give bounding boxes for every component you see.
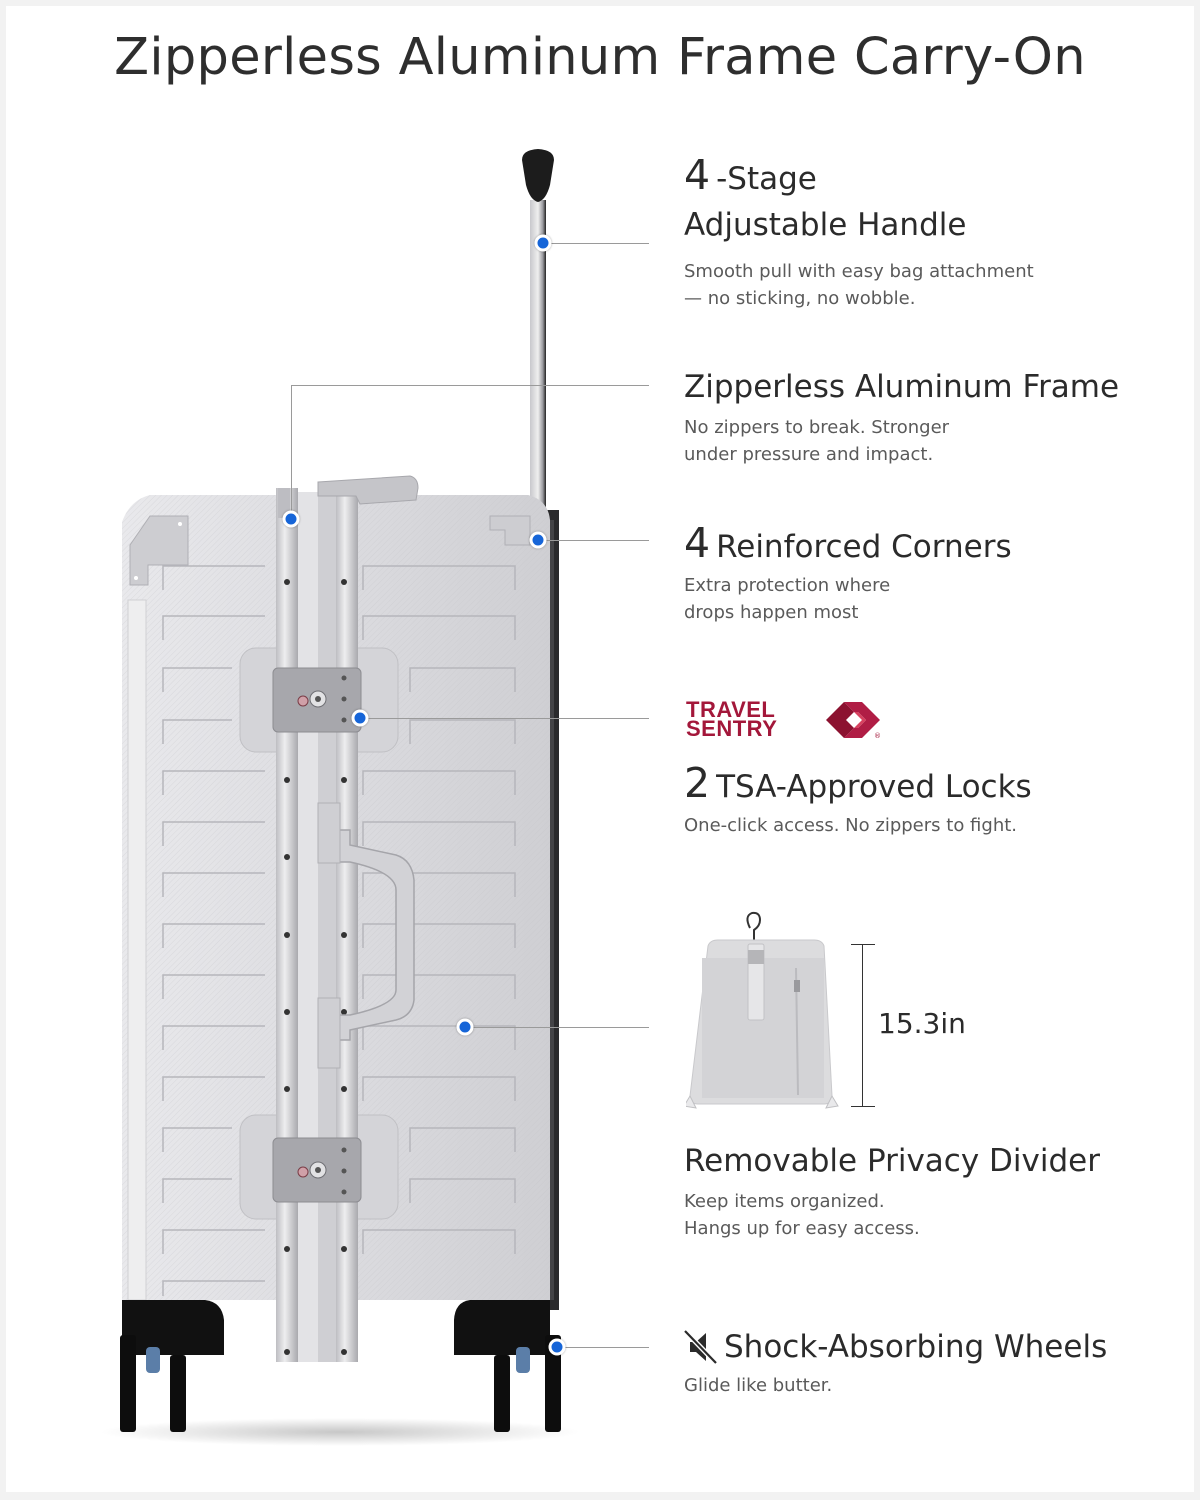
mute-speaker-icon bbox=[684, 1329, 718, 1365]
callout-line-divider bbox=[465, 1027, 649, 1028]
feature-heading-line2: Adjustable Handle bbox=[684, 207, 967, 243]
feature-frame bbox=[684, 364, 1119, 468]
callout-dot-wheels[interactable] bbox=[549, 1339, 566, 1356]
travel-sentry-wordmark: TRAVEL SENTRY bbox=[686, 697, 778, 741]
privacy-divider-image bbox=[686, 910, 876, 1115]
feature-number: 4 bbox=[684, 519, 711, 567]
feature-heading: 4 Reinforced Corners bbox=[684, 519, 1012, 567]
feature-description: Extra protection where drops happen most bbox=[684, 575, 891, 623]
feature-wheels bbox=[684, 1324, 1107, 1399]
feature-number: 4 bbox=[684, 151, 711, 199]
travel-sentry-logo bbox=[686, 697, 886, 742]
feature-description: Keep items organized. Hangs up for easy access. bbox=[684, 1191, 920, 1239]
measurement-cap-bottom bbox=[851, 1106, 875, 1107]
callout-line-handle bbox=[543, 243, 649, 244]
feature-heading: 2 TSA-Approved Locks bbox=[684, 759, 1032, 807]
feature-heading: 4 -Stage bbox=[684, 151, 817, 199]
callout-line-corners bbox=[538, 540, 649, 541]
travel-sentry-diamond-icon bbox=[824, 700, 882, 740]
svg-text:®: ® bbox=[874, 732, 881, 740]
divider-height-label: 15.3in bbox=[878, 1007, 966, 1040]
feature-description: No zippers to break. Stronger under pressure and impact. bbox=[684, 417, 950, 465]
feature-heading: Removable Privacy Divider bbox=[684, 1143, 1100, 1179]
callout-line-frame bbox=[291, 385, 649, 386]
feature-locks bbox=[684, 760, 1032, 839]
feature-number: 2 bbox=[684, 759, 711, 807]
page-title: Zipperless Aluminum Frame Carry-On bbox=[114, 28, 1086, 87]
callout-dot-frame[interactable] bbox=[283, 511, 300, 528]
measurement-cap-top bbox=[851, 944, 875, 945]
callout-dot-locks[interactable] bbox=[352, 710, 369, 727]
feature-heading: Zipperless Aluminum Frame bbox=[684, 369, 1120, 405]
feature-heading: Shock-Absorbing Wheels bbox=[684, 1324, 1107, 1370]
feature-corners bbox=[684, 520, 1012, 626]
feature-description: Smooth pull with easy bag attachment — no sticking, no wobble. bbox=[684, 261, 1034, 309]
feature-description: Glide like butter. bbox=[684, 1375, 833, 1396]
feature-description: One-click access. No zippers to fight. bbox=[684, 815, 1017, 836]
callout-dot-divider[interactable] bbox=[457, 1019, 474, 1036]
callout-line-wheels bbox=[557, 1347, 649, 1348]
callout-vline-frame bbox=[291, 385, 292, 519]
feature-handle bbox=[684, 152, 1034, 312]
callout-line-locks bbox=[360, 718, 649, 719]
callout-dot-handle[interactable] bbox=[535, 235, 552, 252]
measurement-bar bbox=[862, 944, 863, 1106]
callout-dot-corners[interactable] bbox=[530, 532, 547, 549]
feature-divider bbox=[684, 1138, 1100, 1242]
